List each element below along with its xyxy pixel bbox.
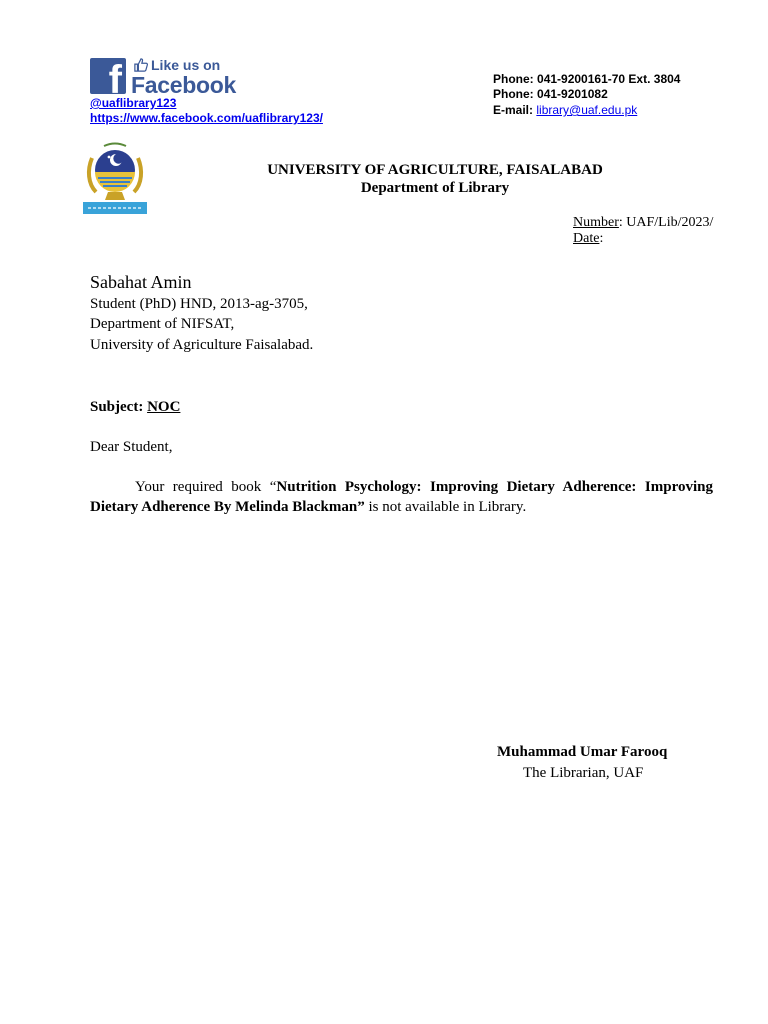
recipient-name: Sabahat Amin xyxy=(90,272,192,292)
recipient-line-1: Student (PhD) HND, 2013-ag-3705, xyxy=(90,296,308,312)
subject-line xyxy=(90,399,180,416)
like-us-text: Like us on xyxy=(151,57,221,73)
letter-body xyxy=(90,477,713,517)
signatory-name: Muhammad Umar Farooq xyxy=(497,744,668,760)
phone2-value: 041-9201082 xyxy=(537,87,608,101)
subject-label: Subject: xyxy=(90,399,148,415)
date-label: Date xyxy=(573,231,600,246)
facebook-like-label[interactable] xyxy=(134,57,220,73)
university-name: UNIVERSITY OF AGRICULTURE, FAISALABAD xyxy=(267,162,603,178)
recipient-line-3: University of Agriculture Faisalabad. xyxy=(90,337,314,353)
phone-line-2 xyxy=(493,87,608,101)
email-line xyxy=(493,103,637,117)
facebook-wordmark[interactable]: Facebook xyxy=(131,72,236,98)
thumbs-up-icon xyxy=(134,58,148,72)
book-title: Nutrition Psychology: Improving Dietary Adherence: Improving Dietary Adherence By Melinda Blackman” xyxy=(90,479,713,515)
greeting: Dear Student, xyxy=(90,439,173,455)
number-value: : UAF/Lib/2023/ xyxy=(618,215,714,230)
phone1-label: Phone: xyxy=(493,72,534,86)
department-name: Department of Library xyxy=(360,180,510,196)
reference-date xyxy=(573,231,603,247)
facebook-logo-icon[interactable]: f xyxy=(90,58,126,94)
recipient-line-2: Department of NIFSAT, xyxy=(90,316,235,332)
number-label: Number xyxy=(573,215,619,230)
date-value: : xyxy=(599,231,604,246)
subject-value: NOC xyxy=(147,399,181,415)
signatory-title: The Librarian, UAF xyxy=(523,765,644,781)
body-prefix: Your required book “ xyxy=(135,479,277,495)
email-label: E-mail: xyxy=(493,103,534,117)
phone2-label: Phone: xyxy=(493,87,534,101)
body-suffix: is not available in Library. xyxy=(364,499,527,515)
email-link[interactable]: library@uaf.edu.pk xyxy=(536,103,638,117)
phone-line-1 xyxy=(493,72,680,86)
phone1-value: 041-9200161-70 Ext. 3804 xyxy=(537,72,681,86)
facebook-handle-link[interactable]: @uaflibrary123 xyxy=(90,96,177,110)
reference-number xyxy=(573,215,713,231)
facebook-url-link[interactable]: https://www.facebook.com/uaflibrary123/ xyxy=(90,111,323,125)
